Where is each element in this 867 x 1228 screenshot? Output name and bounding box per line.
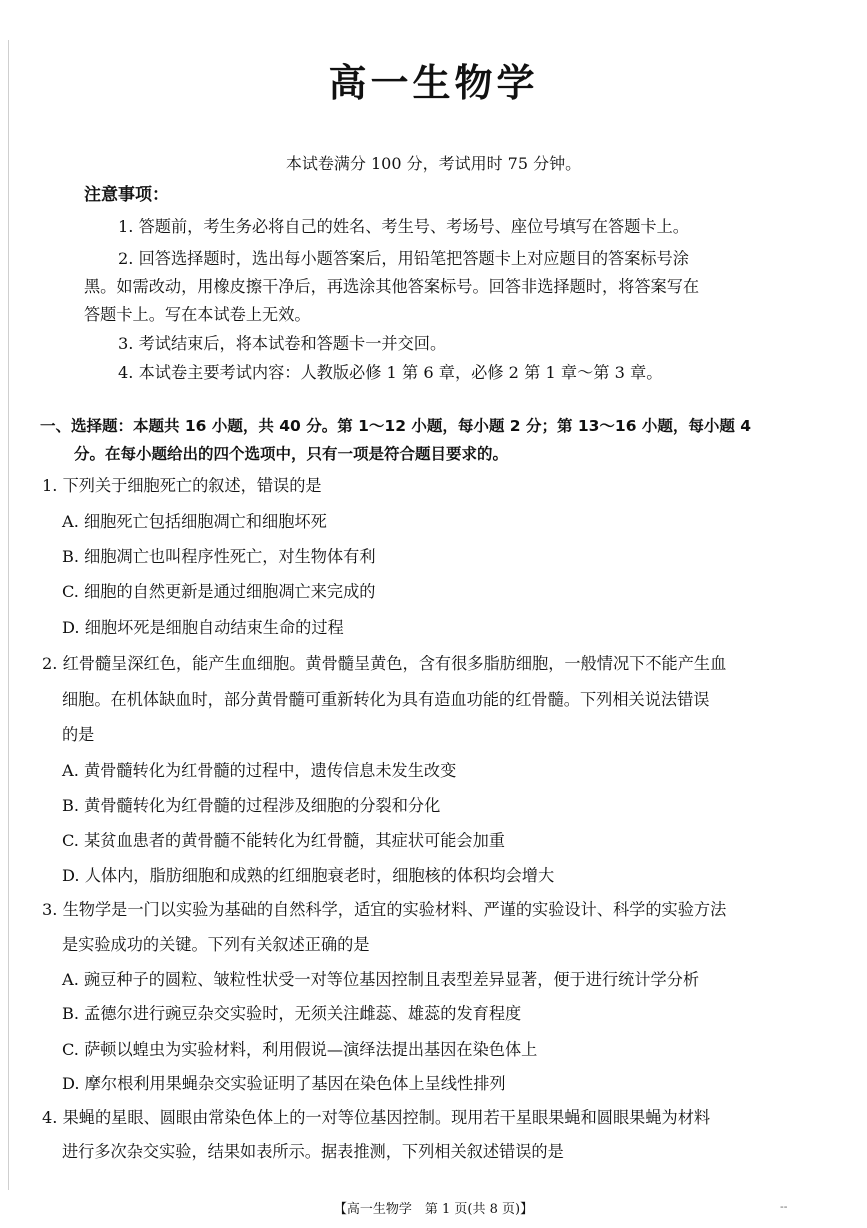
q2-option-b: B. 黄骨髓转化为红骨髓的过程涉及细胞的分裂和分化 (62, 796, 441, 815)
q2-option-d: D. 人体内，脂肪细胞和成熟的红细胞衰老时，细胞核的体积均会增大 (62, 866, 555, 885)
q2-stem-line-3: 的是 (62, 725, 95, 744)
q3-option-d: D. 摩尔根利用果蝇杂交实验证明了基因在染色体上呈线性排列 (62, 1074, 506, 1093)
q1-option-a: A. 细胞死亡包括细胞凋亡和细胞坏死 (62, 512, 327, 531)
q1-option-d: D. 细胞坏死是细胞自动结束生命的过程 (62, 618, 344, 637)
q3-option-a: A. 豌豆种子的圆粒、皱粒性状受一对等位基因控制且表型差异显著，便于进行统计学分析 (62, 970, 700, 989)
notice-line-6: 4. 本试卷主要考试内容：人教版必修 1 第 6 章，必修 2 第 1 章～第 3 章。 (118, 363, 663, 382)
page-footer: 【高一生物学 第 1 页(共 8 页)】 (333, 1202, 534, 1217)
section-heading-line-1: 一、选择题：本题共 16 小题，共 40 分。第 1～12 小题，每小题 2 分；第 13～16 小题，每小题 4 (40, 417, 752, 435)
q1-option-c: C. 细胞的自然更新是通过细胞凋亡来完成的 (62, 582, 376, 601)
q3-option-c: C. 萨顿以蝗虫为实验材料，利用假说—演绎法提出基因在染色体上 (62, 1040, 538, 1059)
q1-stem: 1. 下列关于细胞死亡的叙述，错误的是 (42, 476, 322, 495)
exam-info: 本试卷满分 100 分，考试用时 75 分钟。 (285, 154, 582, 173)
notice-line-5: 3. 考试结束后，将本试卷和答题卡一并交回。 (118, 334, 447, 353)
corner-mark: -- (780, 1200, 788, 1213)
q4-stem-line-2: 进行多次杂交实验，结果如表所示。据表推测，下列相关叙述错误的是 (62, 1142, 564, 1161)
notice-heading: 注意事项： (84, 185, 169, 205)
notice-line-2: 2. 回答选择题时，选出每小题答案后，用铅笔把答题卡上对应题目的答案标号涂 (118, 249, 689, 268)
q2-stem-line-2: 细胞。在机体缺血时，部分黄骨髓可重新转化为具有造血功能的红骨髓。下列相关说法错误 (62, 690, 710, 709)
notice-line-4: 答题卡上。写在本试卷上无效。 (84, 305, 311, 324)
page-title: 高一生物学 (328, 61, 539, 105)
q3-stem-line-2: 是实验成功的关键。下列有关叙述正确的是 (62, 935, 370, 954)
q4-stem-line-1: 4. 果蝇的星眼、圆眼由常染色体上的一对等位基因控制。现用若干星眼果蝇和圆眼果蝇为材料 (42, 1108, 711, 1127)
notice-line-3: 黑。如需改动，用橡皮擦干净后，再选涂其他答案标号。回答非选择题时，将答案写在 (84, 277, 700, 296)
q1-option-b: B. 细胞凋亡也叫程序性死亡，对生物体有利 (62, 547, 376, 566)
q2-stem-line-1: 2. 红骨髓呈深红色，能产生血细胞。黄骨髓呈黄色，含有很多脂肪细胞，一般情况下不能产生血 (42, 654, 727, 673)
q3-stem-line-1: 3. 生物学是一门以实验为基础的自然科学，适宜的实验材料、严谨的实验设计、科学的实验方法 (42, 900, 727, 919)
q3-option-b: B. 孟德尔进行豌豆杂交实验时，无须关注雌蕊、雄蕊的发育程度 (62, 1004, 522, 1023)
notice-line-1: 1. 答题前，考生务必将自己的姓名、考生号、考场号、座位号填写在答题卡上。 (118, 217, 689, 236)
scan-edge-line (8, 40, 9, 1190)
section-heading-line-2: 分。在每小题给出的四个选项中，只有一项是符合题目要求的。 (74, 445, 509, 463)
q2-option-c: C. 某贫血患者的黄骨髓不能转化为红骨髓，其症状可能会加重 (62, 831, 505, 850)
q2-option-a: A. 黄骨髓转化为红骨髓的过程中，遗传信息未发生改变 (62, 761, 457, 780)
